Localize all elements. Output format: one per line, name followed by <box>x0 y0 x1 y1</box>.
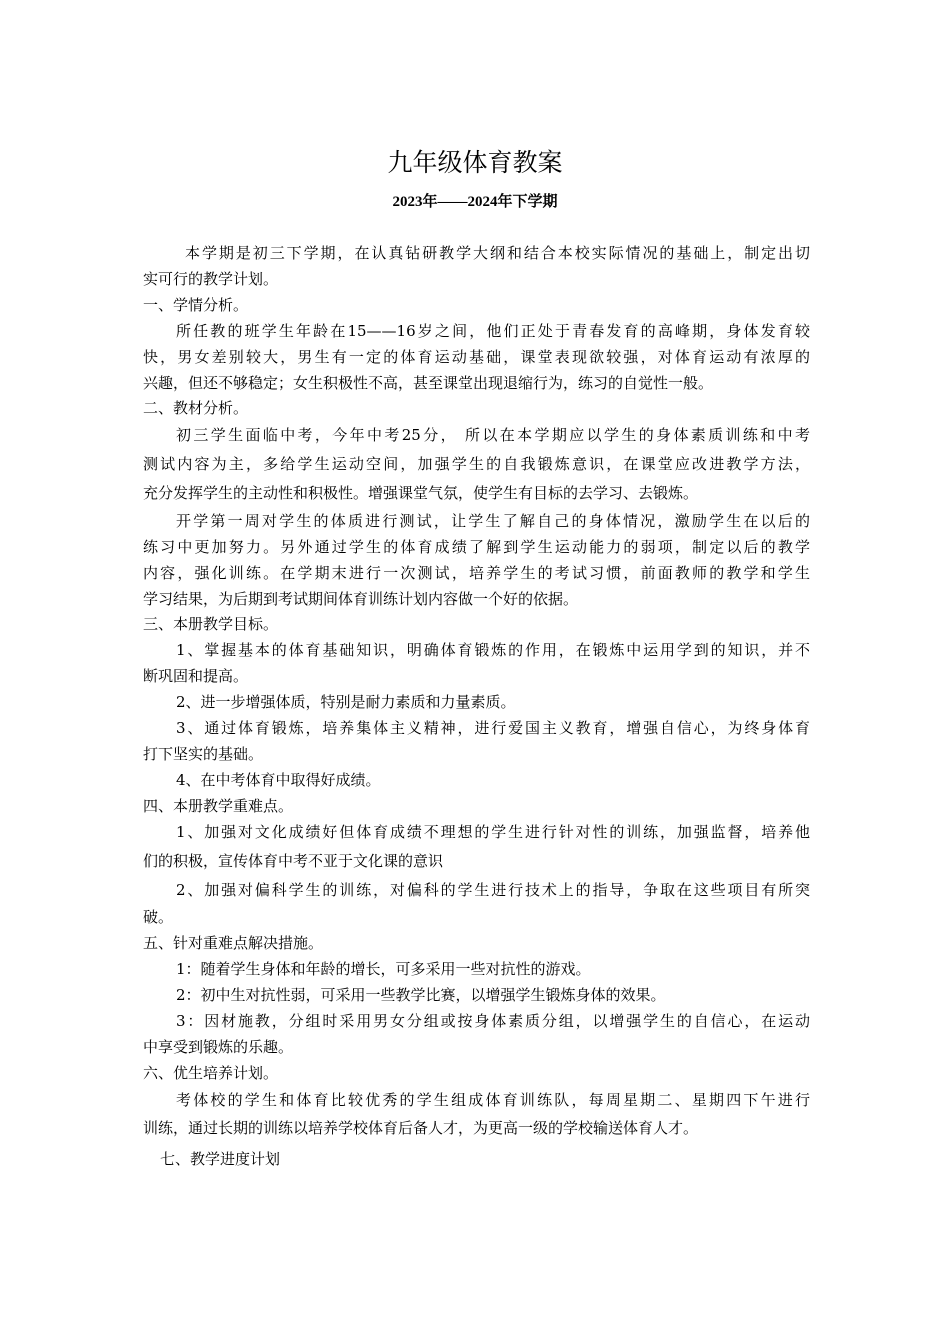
list-item: 3：因材施教，分组时采用男女分组或按身体素质分组，以增强学生的自信心，在运动 <box>176 1012 810 1030</box>
paragraph-line: 初三学生面临中考，今年中考25分， 所以在本学期应以学生的身体素质训练和中考 <box>176 426 810 444</box>
paragraph-line: 快，男女差别较大，男生有一定的体育运动基础，课堂表现欲较强，对体育运动有浓厚的 <box>143 348 810 366</box>
list-item: 2、进一步增强体质，特别是耐力素质和力量素质。 <box>176 693 516 711</box>
paragraph-line: 学习结果，为后期到考试期间体育训练计划内容做一个好的依据。 <box>143 590 579 608</box>
section-heading: 五、针对重难点解决措施。 <box>143 934 324 952</box>
paragraph-line: 测试内容为主，多给学生运动空间，加强学生的自我锻炼意识，在课堂应改进教学方法， <box>143 455 810 473</box>
list-item: 1、掌握基本的体育基础知识，明确体育锻炼的作用，在锻炼中运用学到的知识，并不 <box>176 641 810 659</box>
list-item: 中享受到锻炼的乐趣。 <box>143 1038 294 1056</box>
list-item: 1、加强对文化成绩好但体育成绩不理想的学生进行针对性的训练，加强监督，培养他 <box>176 823 810 841</box>
paragraph-line: 兴趣，但还不够稳定；女生积极性不高，甚至课堂出现退缩行为，练习的自觉性一般。 <box>143 374 714 392</box>
list-item: 3、通过体育锻炼，培养集体主义精神，进行爱国主义教育，增强自信心，为终身体育 <box>176 719 810 737</box>
document-subtitle: 2023年——2024年下学期 <box>392 194 558 210</box>
paragraph-line: 内容，强化训练。在学期末进行一次测试，培养学生的考试习惯，前面教师的教学和学生 <box>143 564 810 582</box>
paragraph-line: 练习中更加努力。另外通过学生的体育成绩了解到学生运动能力的弱项，制定以后的教学 <box>143 538 810 556</box>
intro-line: 本学期是初三下学期，在认真钻研教学大纲和结合本校实际情况的基础上，制定出切 <box>185 244 810 262</box>
paragraph-line: 开学第一周对学生的体质进行测试，让学生了解自己的身体情况，激励学生在以后的 <box>176 512 810 530</box>
list-item: 断巩固和提高。 <box>143 667 249 685</box>
list-item: 1：随着学生身体和年龄的增长，可多采用一些对抗性的游戏。 <box>176 960 591 978</box>
list-item: 2：初中生对抗性弱，可采用一些教学比赛，以增强学生锻炼身体的效果。 <box>176 986 666 1004</box>
list-item: 们的积极，宣传体育中考不亚于文化课的意识 <box>143 852 444 870</box>
section-heading: 三、本册教学目标。 <box>143 615 279 633</box>
intro-line: 实可行的教学计划。 <box>143 270 279 288</box>
paragraph-line: 训练，通过长期的训练以培养学校体育后备人才，为更高一级的学校输送体育人才。 <box>143 1119 699 1137</box>
paragraph-line: 所任教的班学生年龄在15——16岁之间，他们正处于青春发育的高峰期，身体发育较 <box>176 322 810 340</box>
list-item: 破。 <box>143 908 174 926</box>
section-heading: 一、学情分析。 <box>143 296 249 314</box>
list-item: 4、在中考体育中取得好成绩。 <box>176 771 381 789</box>
section-heading: 四、本册教学重难点。 <box>143 797 294 815</box>
paragraph-line: 充分发挥学生的主动性和积极性。增强课堂气氛，使学生有目标的去学习、去锻炼。 <box>143 484 699 502</box>
paragraph-line: 考体校的学生和体育比较优秀的学生组成体育训练队，每周星期二、星期四下午进行 <box>176 1091 810 1109</box>
list-item: 打下坚实的基础。 <box>143 745 264 763</box>
section-heading: 二、教材分析。 <box>143 399 249 417</box>
section-heading: 七、教学进度计划 <box>160 1150 281 1168</box>
section-heading: 六、优生培养计划。 <box>143 1064 279 1082</box>
document-title: 九年级体育教案 <box>387 148 563 177</box>
list-item: 2、加强对偏科学生的训练，对偏科的学生进行技术上的指导，争取在这些项目有所突 <box>176 881 810 899</box>
